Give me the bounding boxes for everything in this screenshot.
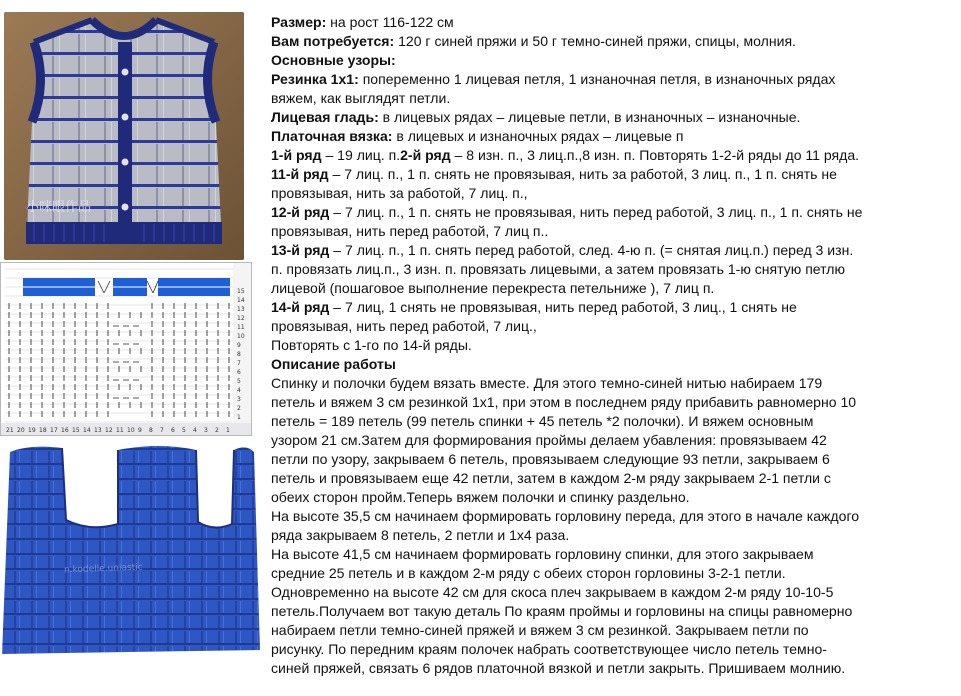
chart-row-number: 10 [237,333,245,340]
rib-line-2: вяжем, как выглядят петли. [271,90,451,106]
row-12-line-1 [271,203,955,222]
row-14-text-1: – 7 лиц, 1 снять не провязывая, нить перед работой, 3 лиц., 1 снять не [329,299,797,315]
vest-illustration [4,12,244,260]
knitted-piece-illustration [0,436,262,668]
chart-row-number: 13 [237,306,245,313]
chart-row-number: 11 [237,324,245,331]
work-line-7: обеих сторон пройм.Теперь вяжем полочки и спинку раздельно. [271,489,690,505]
row-11-text-1: – 7 лиц. п., 1 п. снять не провязывая, нить за работой, 3 лиц. п., 1 п. снять не [328,166,837,182]
work-line-3: петель = 189 петель (99 петель спинки + 45 петель *2 полочки). И вяжем основным [271,413,814,429]
work-heading-text: Описание работы [271,356,396,372]
row-1-label: 1-й ряд [271,147,322,163]
row-13-line-1 [271,241,955,260]
materials-value: 120 г синей пряжи и 50 г темно-синей пряжи, спицы, молния. [394,33,796,49]
chart-row-number: 6 [237,369,241,376]
chart-row-number: 8 [237,351,241,358]
garter-value: в лицевых и изнаночных рядах – лицевые п [392,128,684,144]
chart-column-number: 15 [72,427,80,434]
row-14-label: 14-й ряд [271,299,330,315]
stitch-chart-grid [1,263,251,435]
repeat-line: Повторять с 1-го по 14-й ряды. [271,337,472,353]
work-line-10: На высоте 41,5 см начинаем формировать горловину спинки, для этого закрываем [271,546,814,562]
row-2-text: – 8 изн. п., 3 лиц.п.,8 изн. п. Повторять 1-2-й ряды до 11 ряда. [450,147,860,163]
chart-column-number: 13 [94,427,102,434]
row-11-label: 11-й ряд [271,166,329,182]
row-12-label: 12-й ряд [271,204,330,220]
row-1-2-line [271,146,955,165]
pattern-text [271,13,955,678]
work-line-9: ряда закрываем 8 петель, 2 петли и 1х4 раза. [271,527,570,543]
chart-row-number: 5 [237,378,241,385]
work-line-8: На высоте 35,5 см начинаем формировать горловину переда, для этого в начале каждого [271,508,860,524]
chart-row-number: 4 [237,387,241,394]
work-line-4: узором 21 см.Затем для формирования проймы делаем убавления: провязываем 42 [271,432,827,448]
chart-column-number: 10 [127,427,135,434]
row-11-line-2: провязывая, нить за работой, 7 лиц. п., [271,185,528,201]
chart-column-number: 5 [182,427,186,434]
row-12-text-1: – 7 лиц. п., 1 п. снять не провязывая, нить перед работой, 3 лиц. п., 1 п. снять не [329,204,863,220]
work-heading [271,355,955,374]
illustrations-column [0,0,262,696]
stockinette-line [271,108,955,127]
stockinette-value: в лицевых рядах – лицевые петли, в изнаночных – изнаночные. [378,109,801,125]
chart-column-number: 1 [226,427,230,434]
rib-label: Резинка 1х1: [271,71,359,87]
chart-column-number: 9 [138,427,142,434]
work-line-13: петель.Получаем вот такую деталь По краям проймы и горловины на спицы равномерно [271,603,853,619]
chart-column-number: 19 [28,427,36,434]
size-value: на рост 116-122 см [326,14,454,30]
rib-text-1: попеременно 1 лицевая петля, 1 изнаночная петля, в изнаночных рядах [358,71,836,87]
garter-label: Платочная вязка: [271,128,393,144]
chart-row-number: 2 [237,405,241,412]
work-line-2: петель и вяжем 3 см резинкой 1х1, при этом в последнем ряду прибавить равномерно 10 [271,394,857,410]
work-line-6: петель и провязываем еще 42 петли, затем в каждом 2-м ряду закрываем 2-1 петли с [271,470,831,486]
chart-column-number: 3 [204,427,208,434]
work-line-14: набираем петли темно-синей пряжей и вяжем 3 см резинкой. Закрываем петли по [271,622,809,638]
piece-watermark: n.kodelle.uniastic [63,562,143,576]
work-line-5: петли по узору, закрываем 6 петель, провязываем следующие 93 петли, закрываем 6 [271,451,830,467]
size-label: Размер: [271,14,327,30]
chart-column-number: 21 [6,427,14,434]
size-line [271,13,955,32]
work-line-15: рисунку. По передним краям полочек набрать соответствующее число петель темно- [271,641,827,657]
chart-column-number: 11 [116,427,124,434]
patterns-heading [271,51,955,70]
row-13-label: 13-й ряд [271,242,330,258]
materials-label: Вам потребуется: [271,33,395,49]
garter-line [271,127,955,146]
chart-column-number: 20 [17,427,25,434]
chart-row-number: 1 [237,414,241,421]
patterns-heading-text: Основные узоры: [271,52,396,68]
chart-row-number: 7 [237,360,241,367]
chart-column-number: 17 [50,427,58,434]
stockinette-label: Лицевая гладь: [271,109,379,125]
chart-row-number: 9 [237,342,241,349]
chart-row-number: 12 [237,315,245,322]
knitted-piece-photo [0,436,262,668]
chart-column-number: 18 [39,427,47,434]
chart-column-number: 8 [149,427,153,434]
chart-column-number: 7 [160,427,164,434]
chart-row-number: 3 [237,396,241,403]
materials-line [271,32,955,51]
work-line-11: средние 25 петель и в каждом 2-м ряду с обеих сторон горловины 3-2-1 петли. [271,565,786,581]
row-2-label: 2-й ряд [400,147,451,163]
chart-column-number: 12 [105,427,113,434]
rib-line-1 [271,70,955,89]
row-13-line-3: лицевой (пошаговое выполнение перекреста петельниже ), 7 лиц п. [271,280,715,296]
work-line-12: Одновременно на высоте 42 см для скоса плеч закрываем в каждом 2-м ряду 10-10-5 [271,584,834,600]
chart-column-number: 6 [171,427,175,434]
work-line-16: синей пряжей, связать 6 рядов платочной вязкой и петли закрыть. Пришиваем молнию. [271,660,846,676]
work-line-1: Спинку и полочки будем вязать вместе. Для этого темно-синей нитью набираем 179 [271,375,823,391]
chart-column-number: 2 [215,427,219,434]
row-13-line-2: п. провязать лиц.п., 3 изн. п. провязать лицевыми, а затем провязать 1-ю снятую петлю [271,261,846,277]
row-11-line-1 [271,165,955,184]
chart-column-number: 4 [193,427,197,434]
chart-row-number: 15 [237,288,245,295]
row-14-line-2: провязывая, нить перед работой, 7 лиц., [271,318,537,334]
vest-photo [4,12,244,260]
chart-row-number: 14 [237,297,245,304]
row-14-line-1 [271,298,955,317]
chart-column-number: 16 [61,427,69,434]
row-1-text: – 19 лиц. п. [321,147,401,163]
row-13-text-1: – 7 лиц. п., 1 п. снять перед работой, след. 4-ю п. (= снятая лиц.п.) перед 3 изн. [329,242,854,258]
stitch-chart [0,262,252,436]
vest-watermark: 小咪眼作品 [26,200,92,215]
row-12-line-2: провязывая, нить перед работой, 7 лиц п.. [271,223,549,239]
chart-column-number: 14 [83,427,91,434]
